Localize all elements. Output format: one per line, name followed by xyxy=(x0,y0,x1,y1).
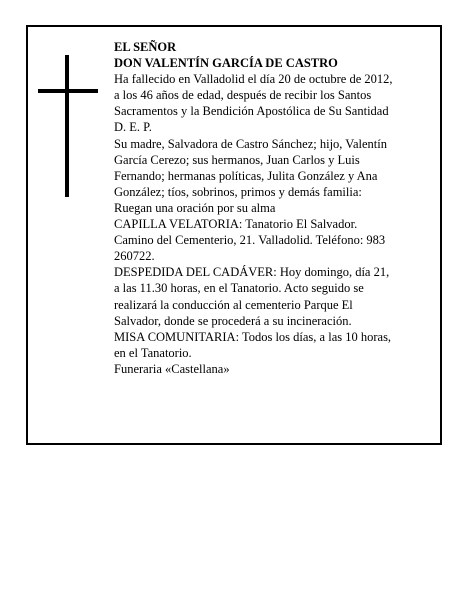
body-line: realizará la conducción al cementerio Parque El xyxy=(114,297,353,312)
body-line: García Cerezo; sus hermanos, Juan Carlos y Luis xyxy=(114,152,360,167)
body-line: Camino del Cementerio, 21. Valladolid. Teléfono: 983 xyxy=(114,233,386,248)
funeral-home: Funeraria «Castellana» xyxy=(114,361,230,376)
deceased-name: DON VALENTÍN GARCÍA DE CASTRO xyxy=(114,56,338,71)
body-line: CAPILLA VELATORIA: Tanatorio El Salvador. xyxy=(114,217,358,232)
body-line: en el Tanatorio. xyxy=(114,345,192,360)
obituary-text xyxy=(114,39,432,377)
body-line: D. E. P. xyxy=(114,120,152,135)
notice-title: EL SEÑOR xyxy=(114,40,177,54)
body-line: a las 11.30 horas, en el Tanatorio. Acto seguido se xyxy=(114,281,364,296)
body-line: Su madre, Salvadora de Castro Sánchez; hijo, Valentín xyxy=(114,136,387,151)
body-line: DESPEDIDA DEL CADÁVER: Hoy domingo, día 21, xyxy=(114,265,390,280)
body-line: Sacramentos y la Bendición Apostólica de Su Santidad xyxy=(114,104,389,119)
body-line: 260722. xyxy=(114,249,155,264)
body-line: a los 46 años de edad, después de recibir los Santos xyxy=(114,88,372,103)
body-line: Fernando; hermanas políticas, Julita González y Ana xyxy=(114,168,378,183)
cross-vertical-bar xyxy=(65,55,69,197)
cross-horizontal-bar xyxy=(38,89,98,93)
body-line: MISA COMUNITARIA: Todos los días, a las 10 horas, xyxy=(114,329,392,344)
body-line: González; tíos, sobrinos, primos y demás familia: xyxy=(114,184,362,199)
body-line: Ha fallecido en Valladolid el día 20 de octubre de 2012, xyxy=(114,72,393,87)
body-line: Ruegan una oración por su alma xyxy=(114,200,276,215)
cross-icon xyxy=(38,55,98,197)
body-line: Salvador, donde se procederá a su incineración. xyxy=(114,313,352,328)
